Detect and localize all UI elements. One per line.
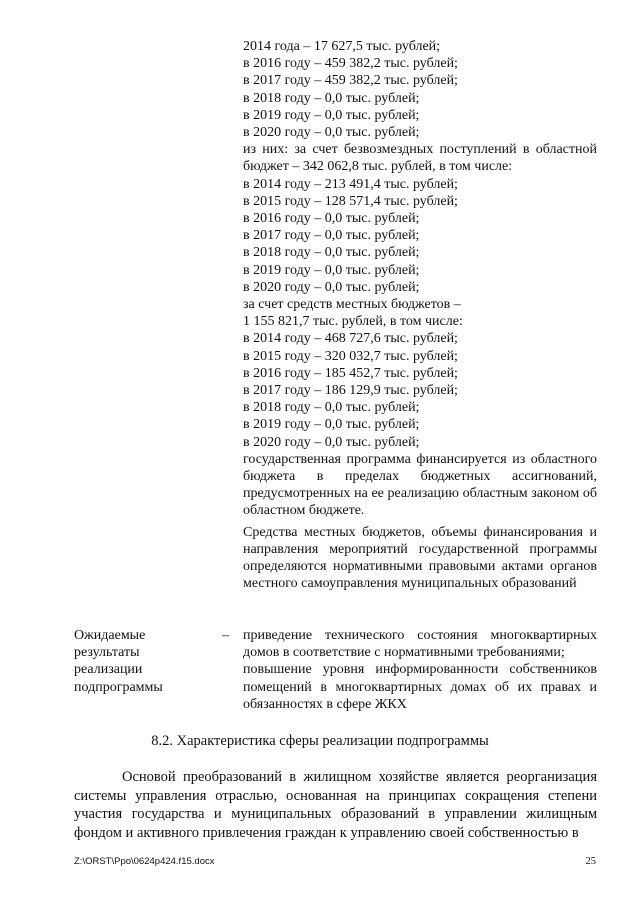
gratis-intro: из них: за счет безвозмездных поступлений в областной бюджет – 342 062,8 тыс. рублей, в том числе: [243, 142, 597, 175]
financing-total-years [243, 38, 597, 141]
financing-line: в 2014 году – 213 491,4 тыс. рублей; [243, 176, 458, 192]
financing-line: в 2020 году – 0,0 тыс. рублей; [243, 125, 420, 141]
financing-block [243, 38, 597, 593]
section-heading: 8.2. Характеристика сферы реализации подпрограммы [151, 733, 489, 749]
financing-line: в 2014 году – 468 727,6 тыс. рублей; [243, 331, 458, 347]
financing-line: в 2015 году – 128 571,4 тыс. рублей; [243, 193, 458, 209]
expected-results-label: Ожидаемые результаты реализации подпрограммы [74, 628, 163, 695]
local-intro-line-2: 1 155 821,7 тыс. рублей, в том числе: [243, 314, 463, 330]
financing-local-years [243, 330, 597, 450]
result-item-1: приведение технического состояния многоквартирных домов в соответствие с нормативными требованиями; [243, 628, 597, 661]
financing-line: в 2019 году – 0,0 тыс. рублей; [243, 417, 420, 433]
financing-line: в 2016 году – 459 382,2 тыс. рублей; [243, 56, 458, 72]
page-number: 25 [585, 856, 596, 867]
financing-gratis-years [243, 176, 597, 296]
financing-line: в 2019 году – 0,0 тыс. рублей; [243, 107, 420, 123]
financing-line: в 2016 году – 0,0 тыс. рублей; [243, 211, 420, 227]
local-intro-line-1: за счет средств местных бюджетов – [243, 297, 461, 313]
expected-results-content [243, 627, 597, 713]
local-budget-note: Средства местных бюджетов, объемы финансирования и направления мероприятий государственной программы определяются нормативными правовыми актами органов местного самоуправления муниципальных образований [243, 524, 597, 592]
result-item-2: повышение уровня информированности собственников помещений в многоквартирных домах об их правах и обязанностях в сфере ЖКХ [243, 662, 597, 712]
program-note: государственная программа финансируется из областного бюджета в пределах бюджетных ассигнований, предусмотренных на ее реализацию областным законом об областном бюджете. [243, 451, 597, 519]
financing-line: в 2015 году – 320 032,7 тыс. рублей; [243, 348, 458, 364]
body-paragraph: Основой преобразований в жилищном хозяйстве является реорганизация системы управления отраслью, основанная на принципах сокращения степени участия государства и муниципальных образований в управлении жилищным фондом и активного привлечения граждан к управлению своей собственностью в [74, 769, 597, 841]
financing-line: в 2016 году – 185 452,7 тыс. рублей; [243, 365, 458, 381]
financing-line: в 2019 году – 0,0 тыс. рублей; [243, 262, 420, 278]
financing-line: в 2018 году – 0,0 тыс. рублей; [243, 245, 420, 261]
financing-line: в 2017 году – 186 129,9 тыс. рублей; [243, 383, 458, 399]
financing-line: 2014 года – 17 627,5 тыс. рублей; [243, 39, 441, 54]
financing-line: в 2018 году – 0,0 тыс. рублей; [243, 90, 420, 106]
financing-line: в 2017 году – 0,0 тыс. рублей; [243, 228, 420, 244]
financing-line: в 2020 году – 0,0 тыс. рублей; [243, 434, 420, 450]
row-dash: – [222, 628, 229, 643]
footer-file-path: Z:\ORST\Ppo\0624p424.f15.docx [74, 856, 215, 867]
financing-line: в 2017 году – 459 382,2 тыс. рублей; [243, 73, 458, 89]
financing-line: в 2018 году – 0,0 тыс. рублей; [243, 400, 420, 416]
financing-line: в 2020 году – 0,0 тыс. рублей; [243, 279, 420, 295]
